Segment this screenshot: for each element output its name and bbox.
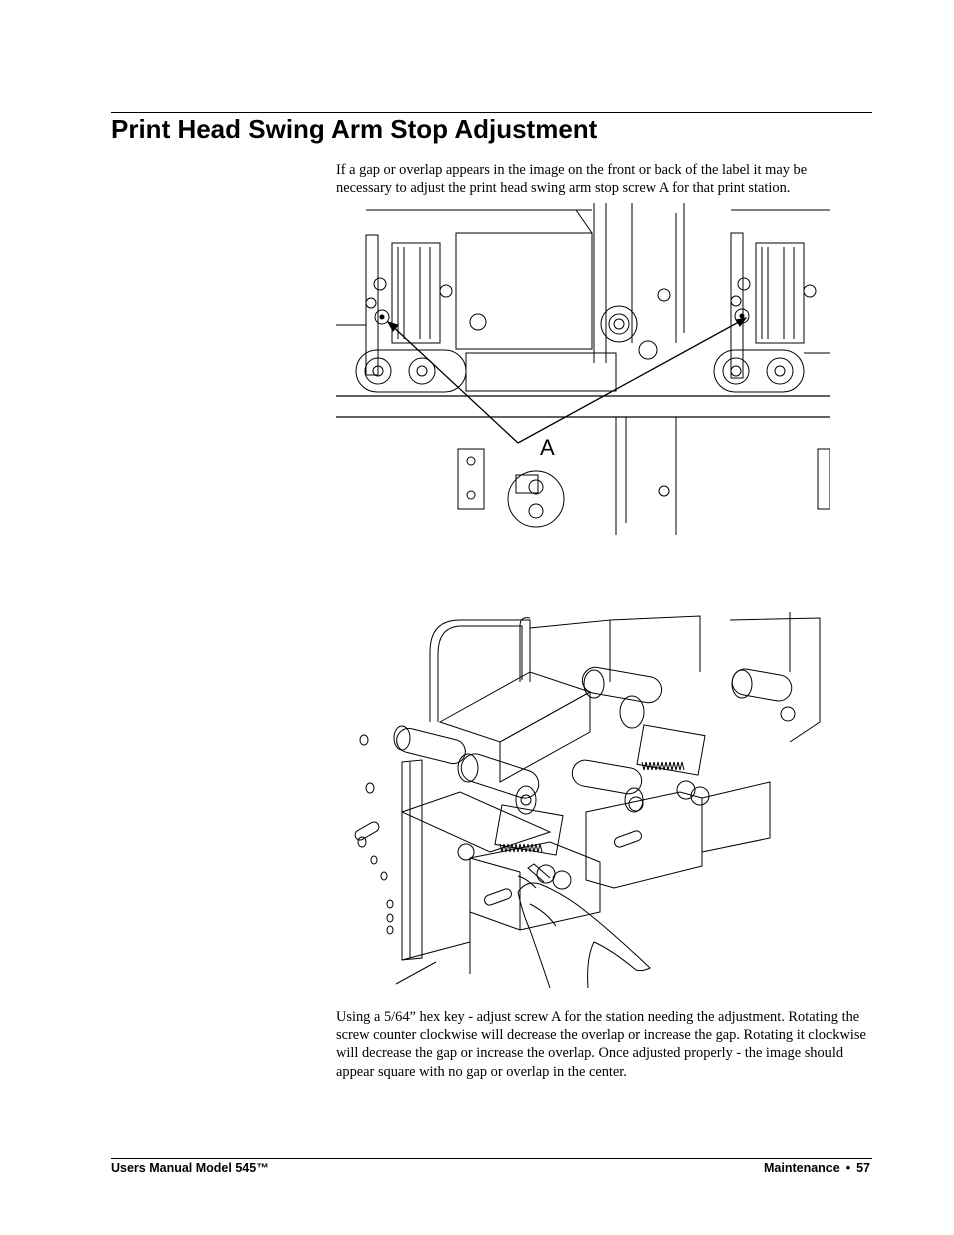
perspective-adjustment-diagram xyxy=(350,612,834,988)
page-number: 57 xyxy=(856,1161,870,1175)
section-title: Print Head Swing Arm Stop Adjustment xyxy=(111,114,598,144)
instructions-paragraph: Using a 5/64” hex key - adjust screw A for the station needing the adjustment. Rotating the screw counter clockwise will decrease the overlap or increase the gap. Rotating it clockwise will decrease the gap or increase the overlap. Once adjusted properly - the image should appear square with no gap or overlap in the center. xyxy=(336,1009,866,1080)
top-view-diagram xyxy=(336,203,830,535)
callout-label-a: A xyxy=(540,435,555,460)
footer-bullet: • xyxy=(845,1161,851,1175)
footer-rule xyxy=(111,1158,872,1159)
footer-section xyxy=(764,1161,870,1175)
header-rule xyxy=(111,112,872,113)
intro-paragraph: If a gap or overlap appears in the image on the front or back of the label it may be necessary to adjust the print head swing arm stop screw A for that print station. xyxy=(336,162,808,197)
footer-section-name: Maintenance xyxy=(763,1161,840,1175)
footer-manual-title: Users Manual Model 545™ xyxy=(111,1161,269,1175)
